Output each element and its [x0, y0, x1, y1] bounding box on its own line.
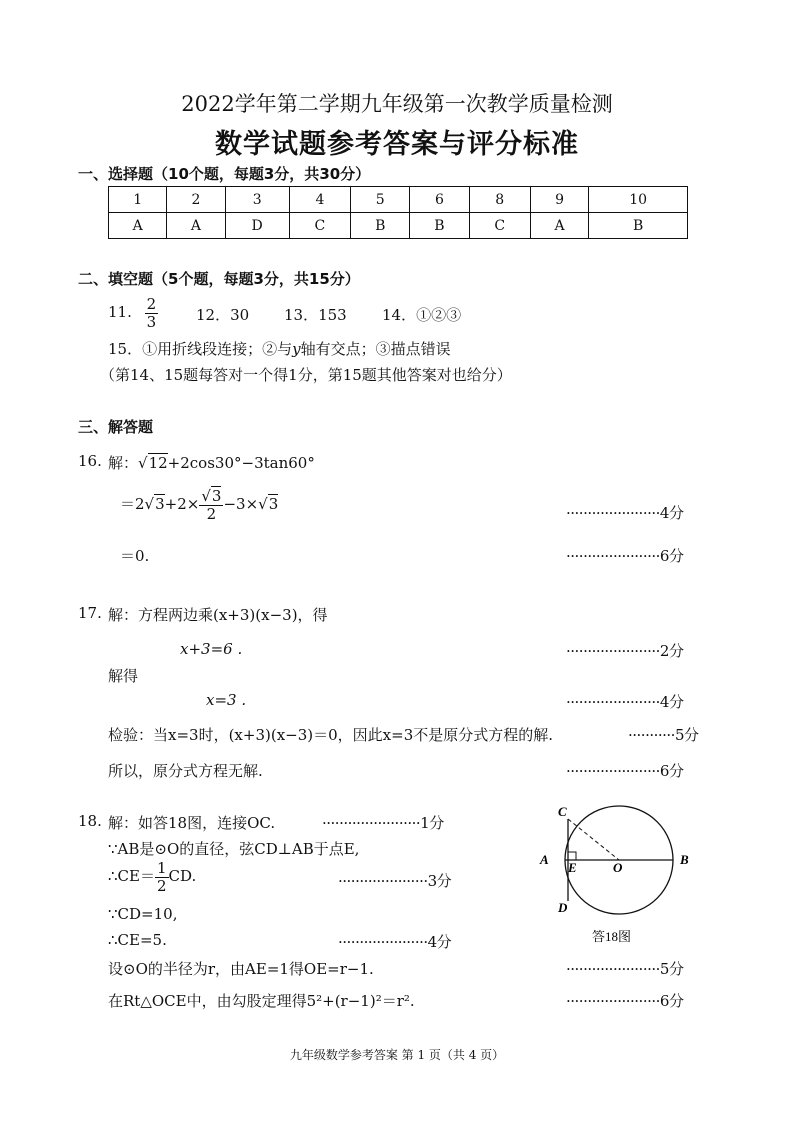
- q18-line3-numerator: 1: [156, 859, 167, 877]
- section-1-title: 一、选择题（10个题，每题3分，共30分）: [78, 165, 371, 183]
- answer-table: [108, 186, 688, 239]
- q17-line6: 所以，原分式方程无解.: [108, 762, 263, 780]
- q12-answer: 12．30: [196, 306, 250, 324]
- q11-fraction: [145, 296, 159, 330]
- q16-sqrt: 12: [148, 454, 168, 472]
- q16-step2-score: ······················6分: [566, 547, 684, 565]
- q17-line1: 解：方程两边乘(x+3)(x−3)，得: [108, 606, 328, 624]
- answer-cell: C: [289, 213, 350, 239]
- q18-line3-score: ·····················3分: [338, 872, 452, 890]
- question-number: 10: [589, 187, 688, 213]
- section-2-title: 二、填空题（5个题，每题3分，共15分）: [78, 270, 360, 288]
- q18-line7-score: ······················6分: [566, 992, 684, 1010]
- q15-answer: [108, 338, 451, 359]
- q18-line1: 解：如答18图，连接OC.: [108, 814, 276, 832]
- q17-line4: x=3 .: [206, 691, 247, 709]
- q16-expression: 解：√12+2cos30°−3tan60°: [108, 454, 315, 472]
- label-e: E: [568, 860, 577, 875]
- q17-line2: x+3=6 .: [180, 640, 243, 658]
- answer-table-answer-row: [109, 213, 688, 239]
- scoring-note: （第14、15题每答对一个得1分，第15题其他答案对也给分）: [100, 366, 512, 384]
- answer-cell: D: [225, 213, 289, 239]
- fill-blank-row: [108, 296, 158, 330]
- q18-line6: 设⊙O的半径为r，由AE=1得OE=r−1.: [108, 960, 374, 978]
- q18-line3: [108, 860, 196, 894]
- q18-line5-score: ·····················4分: [338, 933, 452, 951]
- q16-step1-root1: 3: [155, 495, 165, 513]
- q18-line1-score: ·······················1分: [322, 814, 444, 832]
- answer-cell: B: [589, 213, 688, 239]
- q11-numerator: 2: [146, 295, 157, 313]
- q15-rest: 轴有交点；③描点错误: [300, 340, 451, 358]
- q16-step1-a: ＝2: [120, 495, 145, 513]
- q15-text: ①用折线段连接；②与: [142, 340, 293, 358]
- question-number: 5: [351, 187, 410, 213]
- q18-line3-fraction: [155, 860, 169, 894]
- q11-label: 11.: [108, 303, 132, 321]
- q16-jie: 解：: [108, 454, 139, 472]
- answer-cell: C: [469, 213, 530, 239]
- q17-line6-score: ······················6分: [566, 762, 684, 780]
- q16-expr-rest: +2cos30°−3tan60°: [167, 454, 315, 472]
- label-b: B: [680, 852, 689, 867]
- q16-step1-root2: 3: [268, 495, 279, 513]
- page-footer: 九年级数学参考答案 第 1 页（共 4 页）: [289, 1048, 505, 1062]
- q18-line5: ∴CE=5.: [108, 931, 167, 949]
- answer-table-header-row: [109, 187, 688, 213]
- q18-line4: ∵CD=10,: [108, 905, 178, 923]
- document-title: 数学试题参考答案与评分标准: [215, 129, 579, 160]
- q16-step1-denominator: 2: [206, 504, 217, 523]
- q18-line6-score: ······················5分: [566, 960, 684, 978]
- answer-cell: A: [167, 213, 225, 239]
- q18-line2: ∵AB是⊙O的直径，弦CD⊥AB于点E,: [108, 840, 360, 858]
- question-number: 8: [469, 187, 530, 213]
- label-a: A: [540, 852, 549, 867]
- answer-cell: B: [410, 213, 469, 239]
- q18-line3-b: CD.: [168, 867, 197, 885]
- question-number: 2: [167, 187, 225, 213]
- q17-line5-score: ···········5分: [628, 726, 699, 744]
- exam-title: 2022学年第二学期九年级第一次教学质量检测: [181, 92, 613, 116]
- q13-answer: 13．153: [284, 306, 347, 324]
- q18-line3-denominator: 2: [156, 876, 167, 895]
- answer-cell: A: [530, 213, 588, 239]
- question-number: 6: [410, 187, 469, 213]
- q18-line7: 在Rt△OCE中，由勾股定理得5²+(r−1)²＝r².: [108, 992, 415, 1010]
- q14-answer: 14．①②③: [382, 306, 462, 324]
- question-number: 1: [109, 187, 167, 213]
- label-d: D: [558, 900, 568, 915]
- q15-y: y: [292, 340, 301, 358]
- answer-cell: B: [351, 213, 410, 239]
- question-number: 9: [530, 187, 588, 213]
- question-number: 4: [289, 187, 350, 213]
- q17-label: 17.: [78, 604, 102, 622]
- q17-line4-score: ······················4分: [566, 693, 684, 711]
- q16-label: 16.: [78, 452, 102, 470]
- label-c: C: [558, 804, 567, 819]
- q17-line2-score: ······················2分: [566, 642, 684, 660]
- question-number: 3: [225, 187, 289, 213]
- section-3-title: 三、解答题: [78, 418, 154, 436]
- answer-cell: A: [109, 213, 167, 239]
- q16-step1-c: −3×: [223, 495, 259, 513]
- q15-label: 15．: [108, 340, 143, 358]
- q18-line3-a: ∴CE＝: [108, 867, 155, 885]
- label-o: O: [613, 860, 623, 875]
- q17-line5: 检验：当x=3时，(x+3)(x−3)＝0，因此x=3不是原分式方程的解.: [108, 726, 554, 744]
- q11-denominator: 3: [146, 312, 157, 331]
- q16-step1: ＝2√3+2× $\frac{√3}{2}$ −3×√3: [120, 487, 279, 523]
- q16-step1-fraction: [199, 488, 223, 522]
- q16-step1-b: +2×: [164, 495, 200, 513]
- right-angle-mark: [568, 852, 576, 860]
- q16-step1-numerator: √3: [201, 487, 222, 505]
- q16-step1-score: ······················4分: [566, 504, 684, 522]
- q17-line3: 解得: [108, 667, 139, 685]
- q18-label: 18.: [78, 812, 102, 830]
- q16-step1-num-root: 3: [211, 487, 222, 505]
- q16-step2: ＝0.: [120, 547, 150, 565]
- figure-18: [530, 800, 705, 950]
- figure-caption: 答18图: [592, 929, 632, 944]
